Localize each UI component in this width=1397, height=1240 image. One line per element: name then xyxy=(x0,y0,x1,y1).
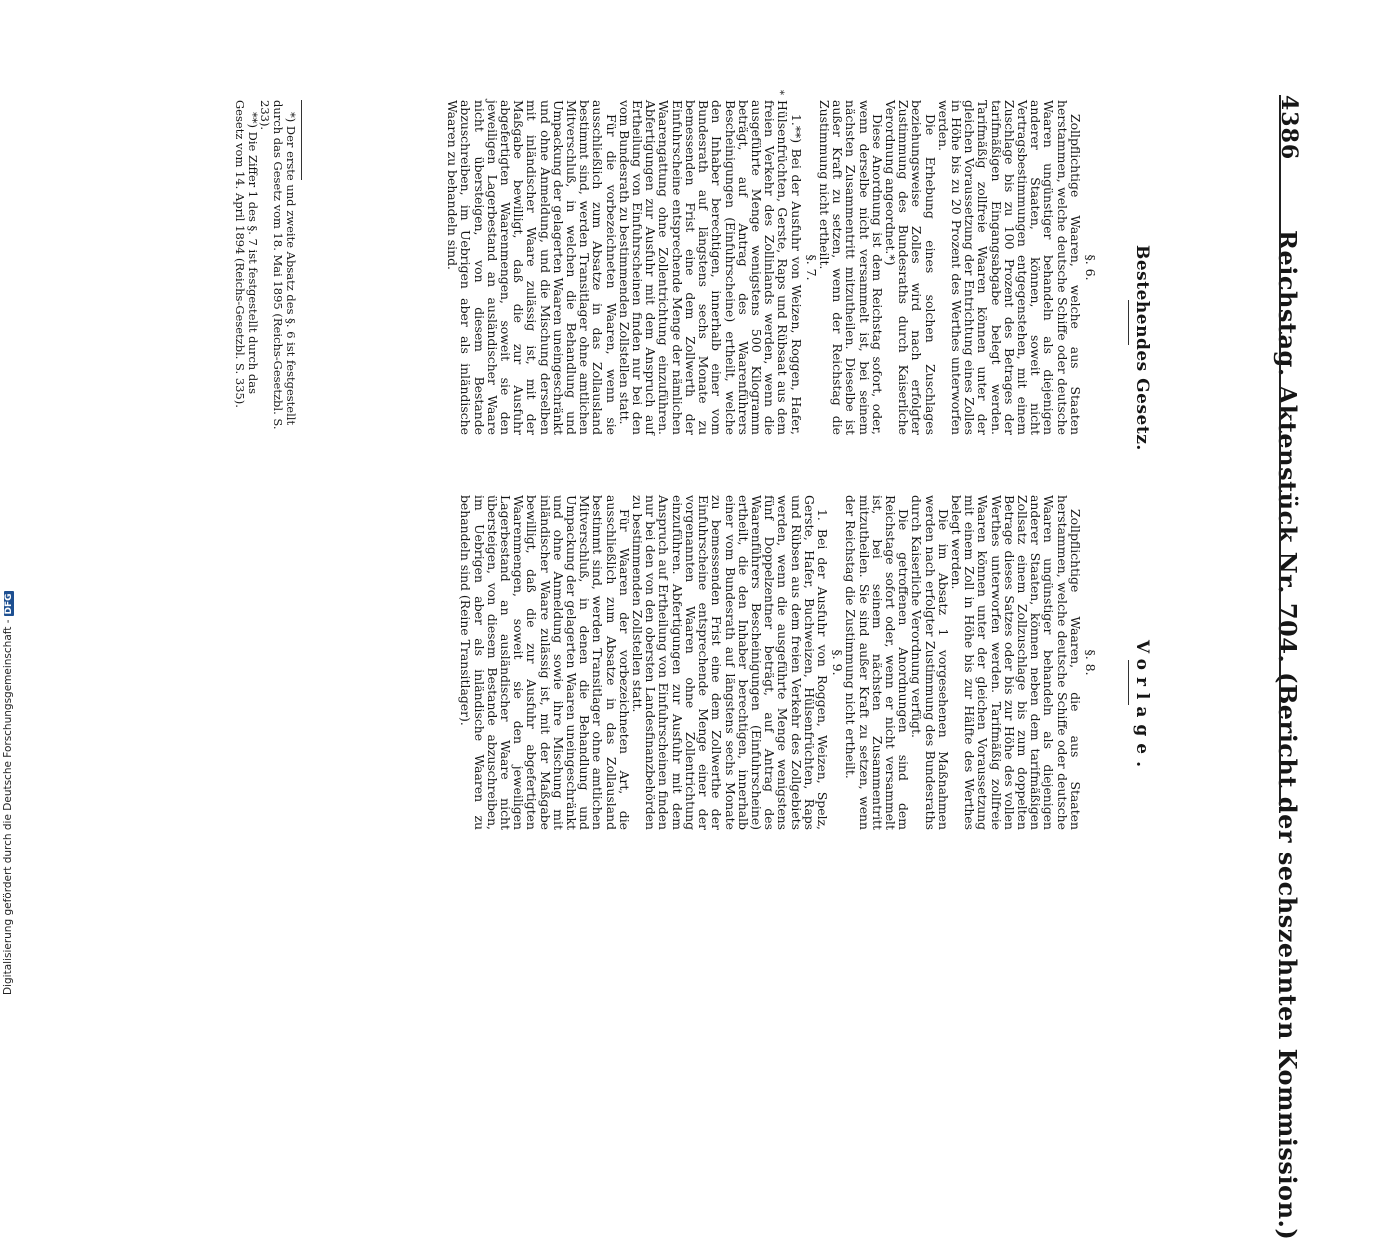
header-rule xyxy=(1279,95,1281,805)
page-number: 4386 xyxy=(1276,95,1302,161)
right-column-proposal xyxy=(459,495,1097,830)
paragraph: Die im Absatz 1 vorgesehenen Maßnahmen werden nach erfolgter Zustimmung des Bundesraths durch Kaiserliche Verordnung verfügt. xyxy=(909,495,951,830)
footnotes xyxy=(233,100,297,435)
paragraph: Für Waaren der vorbezeichneten Art, die ausschließlich zum Absatze in das Zollausland bestimmt sind, werden Transitlager ohne amtlichen Mitverschluß, in denen die Behandlung und Umpackung der gelagerten Waaren uneingeschränkt und ohne Anmeldung sowie ihre Mischung mit inländischer Waare zulässig ist, mit der Maßgabe bewilligt, daß die zur Ausfuhr abgefertigten Waarenmengen, soweit sie den jeweiligen Lagerbestand an ausländischer Waare nicht übersteigen, von diesem Bestande abzuschreiben, im Uebrigen aber als inländische Waaren zu behandeln sind (Reine Transitlager). xyxy=(458,495,632,830)
left-column-heading: Bestehendes Gesetz. xyxy=(1132,245,1152,451)
dfg-logo: DFG xyxy=(4,593,14,615)
page-header xyxy=(1242,0,1302,1240)
footnote: **) Die Ziffer 1 des §. 7 ist festgestellt durch das Gesetz vom 14. April 1894 (Reichs-Gesetzbl. S. 335). xyxy=(232,100,260,408)
right-heading-rule xyxy=(1128,660,1129,705)
footnote-rule xyxy=(301,100,302,180)
left-column-existing-law xyxy=(446,100,1097,435)
left-heading-rule xyxy=(1128,300,1129,345)
footnote: *) Der erste und zweite Absatz des §. 6 ist festgestellt durch das Gesetz vom 18. Mai 1895 (Reichs-Gesetzbl. S. 233). xyxy=(258,100,298,430)
section-heading: §. 6. xyxy=(1083,254,1098,281)
paragraph: Diese Anordnung ist dem Reichstag sofort, oder, wenn derselbe nicht versammelt ist, bei seinem nächsten Zusammentritt mitzutheilen. Dieselbe ist außer Kraft zu setzen, wenn der Reichstag die Zustimmung nicht ertheilt. xyxy=(816,100,885,435)
paragraph: Zollpflichtige Waaren, die aus Staaten herstammen, welche deutsche Schiffe oder deutsche Waaren ungünstiger behandeln als diejenigen anderer Staaten, können neben dem tarifmäßigen Zollsatz einem Zollzuschlage bis zum doppelten Betrage dieses Satzes oder bis zur Höhe des vollen Werthes unterworfen werden. Tarifmäßig zollfreie Waaren können unter der gleichen Voraussetzung mit einem Zoll in Höhe bis zur Hälfte des Werthes belegt werden. xyxy=(948,495,1083,830)
paragraph: Für die vorbezeichneten Waaren, wenn sie ausschließlich zum Absatze in das Zollausland bestimmt sind, werden Transitlager ohne amtlichen Mitverschluß, in welchen die Behandlung und Umpackung der gelagerten Waaren uneingeschränkt und ohne Anmeldung, und die Mischung derselben mit inländischer Waare zulässig ist, mit der Maßgabe bewilligt, daß die zur Ausfuhr abgefertigten Waarenmengen, soweit sie den jeweiligen Lagerbestand an ausländischer Waare nicht übersteigen, von diesem Bestande abzuschreiben, im Uebrigen aber als inländische Waaren zu behandeln sind. xyxy=(445,100,619,435)
paragraph: Die Erhebung eines solchen Zuschlages beziehungsweise Zolles wird nach erfolgter Zustimmung des Bundesraths durch Kaiserliche Verordnung angeordnet.*) xyxy=(882,100,938,435)
page-title: Reichstag. Aktenstück Nr. 704. (Bericht der sechszehnten Kommission.) xyxy=(1273,230,1302,1240)
credit-text: Digitalisierung gefördert durch die Deutsche Forschungsgemeinschaft - xyxy=(2,619,14,995)
digitization-credit xyxy=(2,593,16,995)
section-heading: §. 7. xyxy=(803,254,819,281)
section-heading: §. 8. xyxy=(1083,649,1098,676)
paragraph: 1.**) Bei der Ausfuhr von Weizen, Roggen, Hafer, Hülsenfrüchten, Gerste, Raps und Rübsaat aus dem freien Verkehr des Zollinlands werden, wenn die ausgeführte Menge wenigstens 500 Kilogramm beträgt, auf Antrag des Waarenführers Bescheinigungen (Einfuhrscheine) ertheilt, welche den Inhaber berechtigen, innerhalb einer vom Bundesrath auf längstens sechs Monate zu bemessenden Frist eine dem Zollwerth der Einfuhrscheine entsprechende Menge der nämlichen Waarengattung ohne Zollentrichtung einzuführen. Abfertigungen zur Ausfuhr mit dem Anspruch auf Ertheilung von Einfuhrscheinen finden nur bei den vom Bundesrath zu bestimmenden Zollstellen statt. xyxy=(616,100,804,435)
right-column-heading: Vorlage. xyxy=(1132,640,1152,775)
section-heading: §. 9. xyxy=(830,649,846,676)
margin-asterisk: * xyxy=(774,90,785,95)
paragraph: 1. Bei der Ausfuhr von Roggen, Weizen, Spelz, Gerste, Hafer, Buchweizen, Hülsenfrüchten, Raps und Rübsen aus dem freien Verkehr des Zollgebiets werden, wenn die ausgeführte Menge wenigstens fünf Doppelzentner beträgt, auf Antrag des Waarenführers Bescheinigungen (Einfuhrscheine) ertheilt, die den Inhaber berechtigen, innerhalb einer vom Bundesrath auf längstens sechs Monate zu bemessenden Frist eine dem Zollwerthe der Einfuhrscheine entsprechende Menge einer der vorgenannten Waaren ohne Zollentrichtung einzuführen. Abfertigungen zur Ausfuhr mit dem Anspruch auf Ertheilung von Einfuhrscheinen finden nur bei den von den obersten Landesfinanzbehörden zu bestimmenden Zollstellen statt. xyxy=(630,495,830,830)
paragraph: Zollpflichtige Waaren, welche aus Staaten herstammen, welche deutsche Schiffe oder deutsche Waaren ungünstiger behandeln als diejenigen anderer Staaten, können, soweit nicht Vertragsbestimmungen entgegenstehen, mit einem Zuschlage bis zu 100 Prozent des Betrages der tarifmäßigen Eingangsabgabe belegt werden. Tarifmäßig zollfreie Waaren können unter der gleichen Voraussetzung der Entrichtung eines Zolles in Höhe bis zu 20 Prozent des Werthes unterworfen werden. xyxy=(935,100,1083,435)
paragraph: Die getroffenen Anordnungen sind dem Reichstage sofort oder, wenn er nicht versammelt ist, bei seinem nächsten Zusammentritt mitzutheilen. Sie sind außer Kraft zu setzen, wenn der Reichstag die Zustimmung nicht ertheilt. xyxy=(843,495,912,830)
